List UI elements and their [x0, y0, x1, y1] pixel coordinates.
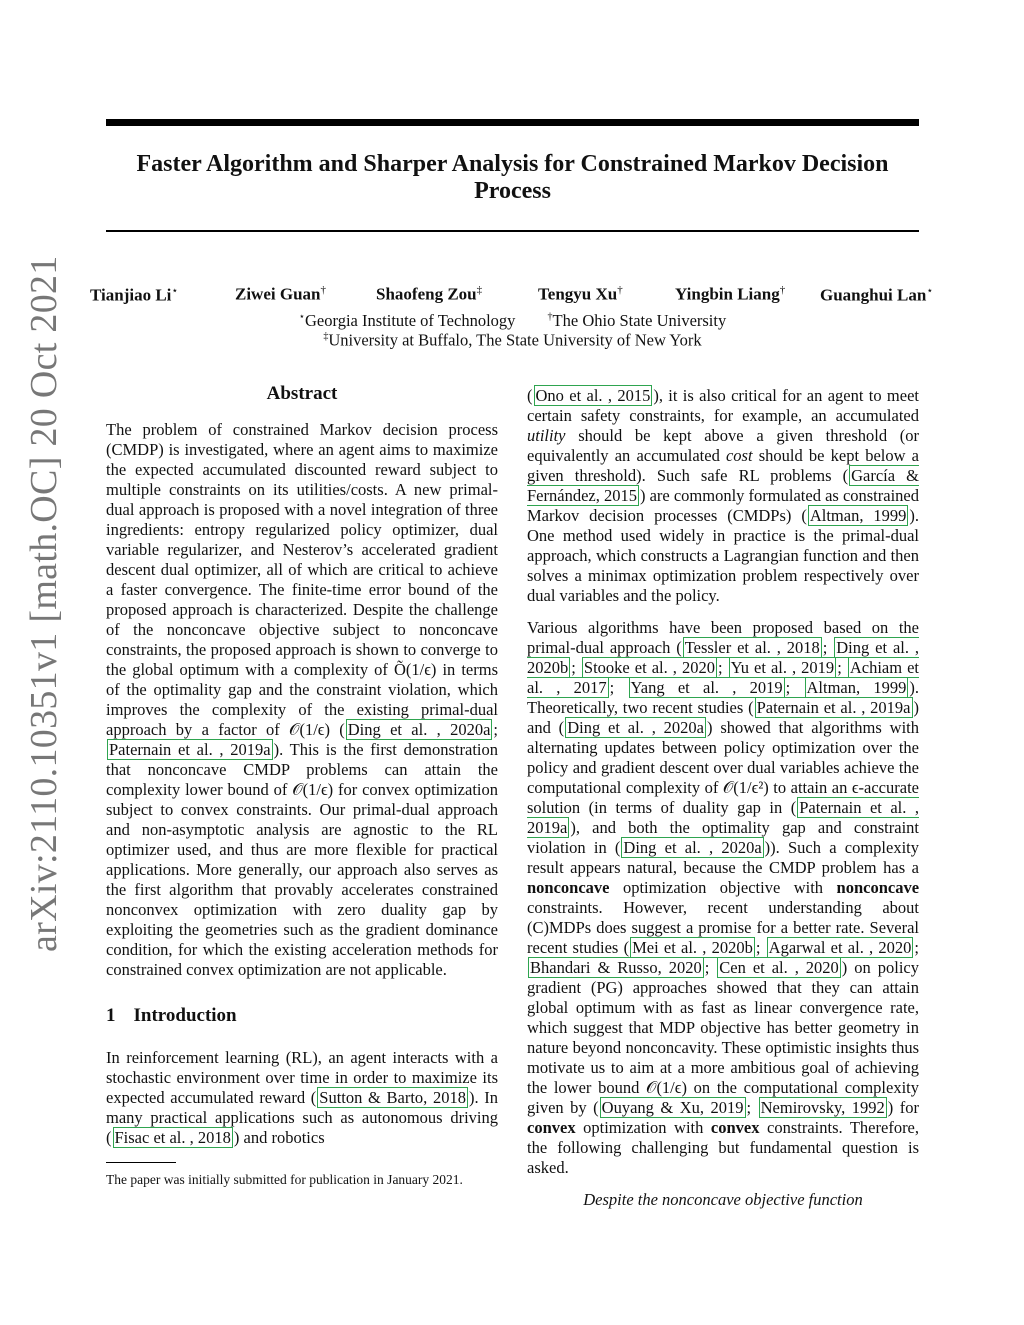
citation-link[interactable]: Ono et al. , 2015: [535, 386, 651, 405]
affiliation-line-2: ‡University at Buffalo, The State University of New York: [323, 330, 702, 350]
abstract-heading: Abstract: [266, 383, 338, 404]
author-list: [80, 284, 960, 308]
citation-link[interactable]: Paternain et al. , 2019a: [756, 698, 911, 717]
right-column: [527, 386, 919, 1210]
citation-link[interactable]: García & Fernández, 2015: [527, 466, 919, 505]
abstract-body: The problem of constrained Markov decision process (CMDP) is investigated, where an agent aims to maximize the expected accumulated discounted reward subject to multiple constraints on its utilities/costs. A new primal-dual approach is proposed with a novel integration of three ingredients: entropy regularized policy optimizer, dual variable regularizer, and Nesterov’s accelerated gradient descent dual optimizer, all of which are critical to achieve a faster convergence. The finite-time error bound of the proposed approach is characterized. Despite the challenge of the nonconcave objective subject to nonconcave constraints, the proposed approach is shown to converge to the global optimum with a complexity of Õ(1/ϵ) in terms of the optimality gap and the constraint violation, which improves the complexity of the existing primal-dual approach by a factor of 𝒪(1/ϵ) ( Ding et al. , 2020a ; Paternain et al. , 2019a ). This is the first demonstration that nonconcave CMDP problems can attain the complexity lower bound of 𝒪(1/ϵ) for convex optimization subject to convex constraints. Our primal-dual approach and non-asymptotic analysis are agnostic to the RL optimizer used, and thus are more flexible for practical applications. More generally, our approach also serves as the first algorithm that provably accelerates constrained nonconvex optimization with zero duality gap by exploiting the geometries such as the gradient dominance condition, for which the existing acceleration methods for constrained convex optimization are not applicable.: [106, 420, 498, 979]
title-bottom-rule: [106, 230, 919, 232]
affiliation: †The Ohio State University: [547, 310, 727, 330]
citation-link[interactable]: Altman, 1999: [806, 678, 907, 697]
citation-link[interactable]: Altman, 1999: [809, 506, 907, 525]
citation-link[interactable]: Paternain et al. , 2019a: [527, 798, 919, 837]
author: Tengyu Xu†: [538, 284, 623, 304]
citation-link[interactable]: Fisac et al. , 2018: [114, 1128, 231, 1147]
citation-link[interactable]: Paternain et al. , 2019a: [109, 740, 271, 759]
author: Tianjiao Li⋆: [90, 285, 179, 305]
related-work-paragraph: Various algorithms have been proposed based on the primal-dual approach ( Tessler et al. , 2018 ; Ding et al. , 2020b ; Stooke et al. , 2020 ; Yu et al. , 2019 ; Achiam et al. , 2017 ; Yang et al. , 2019 ; Altman, 1999 ). Theoretically, two recent studies ( Paternain et al. , 2019a ) and ( Ding et al. , 2020a ) showed that algorithms with alternating updates between policy optimization over the policy and gradient descent over dual variables achieve the computational complexity of 𝒪(1/ϵ²) to attain an ϵ-accurate solution (in terms of duality gap in ( Paternain et al. , 2019a ), and both the optimality gap and constraint violation in ( Ding et al. , 2020a )). Such a complexity result appears natural, because the CMDP problem has a nonconcave optimization objective with nonconcave constraints. However, recent understanding about (C)MDPs does suggest a promise for a better rate. Several recent studies ( Mei et al. , 2020b ; Agarwal et al. , 2020 ; Bhandari & Russo, 2020 ; Cen et al. , 2020 ) on policy gradient (PG) approaches showed that they can attain global optimum with as fast as linear convergence rate, which suggest that MDP objective has better geometry in nature beyond nonconcavity. These optimistic insights thus motivate us to aim at a more ambitious goal of achieving the lower bound 𝒪(1/ϵ) on the computational complexity given by ( Ouyang & Xu, 2019 ; Nemirovsky, 1992 ) for convex optimization with convex constraints. Therefore, the following challenging but fundamental question is asked.: [527, 618, 920, 1177]
citation-link[interactable]: Ding et al. , 2020a: [347, 720, 491, 739]
left-column: [106, 384, 498, 1188]
citation-link[interactable]: Agarwal et al. , 2020: [768, 938, 912, 957]
citation-link[interactable]: Ding et al. , 2020b: [527, 638, 919, 677]
citation-link[interactable]: Yang et al. , 2019: [630, 678, 783, 697]
author: Shaofeng Zou‡: [376, 284, 483, 304]
citation-link[interactable]: Achiam et al. , 2017: [527, 658, 920, 697]
author: Yingbin Liang†: [675, 284, 786, 304]
footnote: The paper was initially submitted for publication in January 2021.: [106, 1172, 463, 1187]
citation-link[interactable]: Bhandari & Russo, 2020: [530, 958, 702, 977]
author: Guanghui Lan⋆: [820, 285, 934, 305]
citation-link[interactable]: Ding et al. , 2020a: [567, 718, 705, 737]
citation-link[interactable]: Ding et al. , 2020a: [623, 838, 762, 857]
citation-link[interactable]: Mei et al. , 2020b: [632, 938, 753, 957]
citation-link[interactable]: Stooke et al. , 2020: [583, 658, 715, 677]
citation-link[interactable]: Tessler et al. , 2018: [684, 638, 820, 657]
affiliation: ⋆Georgia Institute of Technology: [298, 310, 516, 330]
citation-link[interactable]: Nemirovsky, 1992: [760, 1098, 885, 1117]
author: Ziwei Guan†: [235, 284, 326, 304]
research-question: Despite the nonconcave objective function: [583, 1190, 863, 1209]
citation-link[interactable]: Yu et al. , 2019: [730, 658, 835, 677]
paper-title: Faster Algorithm and Sharper Analysis for Constrained Markov Decision Process: [136, 151, 889, 204]
intro-paragraph: In reinforcement learning (RL), an agent interacts with a stochastic environment over time in order to maximize its expected accumulated reward ( Sutton & Barto, 2018 ). In many practical applications such as autonomous driving ( Fisac et al. , 2018 ) and robotics: [106, 1048, 498, 1147]
citation-link[interactable]: Ouyang & Xu, 2019: [601, 1098, 744, 1117]
section-heading-introduction: 1 Introduction: [106, 1005, 237, 1026]
footnote-rule: [106, 1162, 176, 1163]
citation-link[interactable]: Sutton & Barto, 2018: [319, 1088, 466, 1107]
arxiv-sidebar-stamp: arXiv:2110.10351v1 [math.OC] 20 Oct 2021: [23, 255, 65, 952]
citation-link[interactable]: Cen et al. , 2020: [719, 958, 839, 977]
title-top-rule: [106, 119, 919, 126]
intro-paragraph-continued: ( Ono et al. , 2015 ), it is also critical for an agent to meet certain safety constraints, for example, an accumulated utility should be kept above a given threshold (or equivalently an accumulated cost should be kept below a given threshold). Such safe RL problems ( García & Fernández, 2015 ) are commonly formulated as constrained Markov decision processes (CMDPs) ( Altman, 1999 ). One method used widely in practice is the primal-dual approach, which constructs a Lagrangian function and then solves a minimax optimization problem respectively over dual variables and the policy.: [527, 386, 920, 605]
